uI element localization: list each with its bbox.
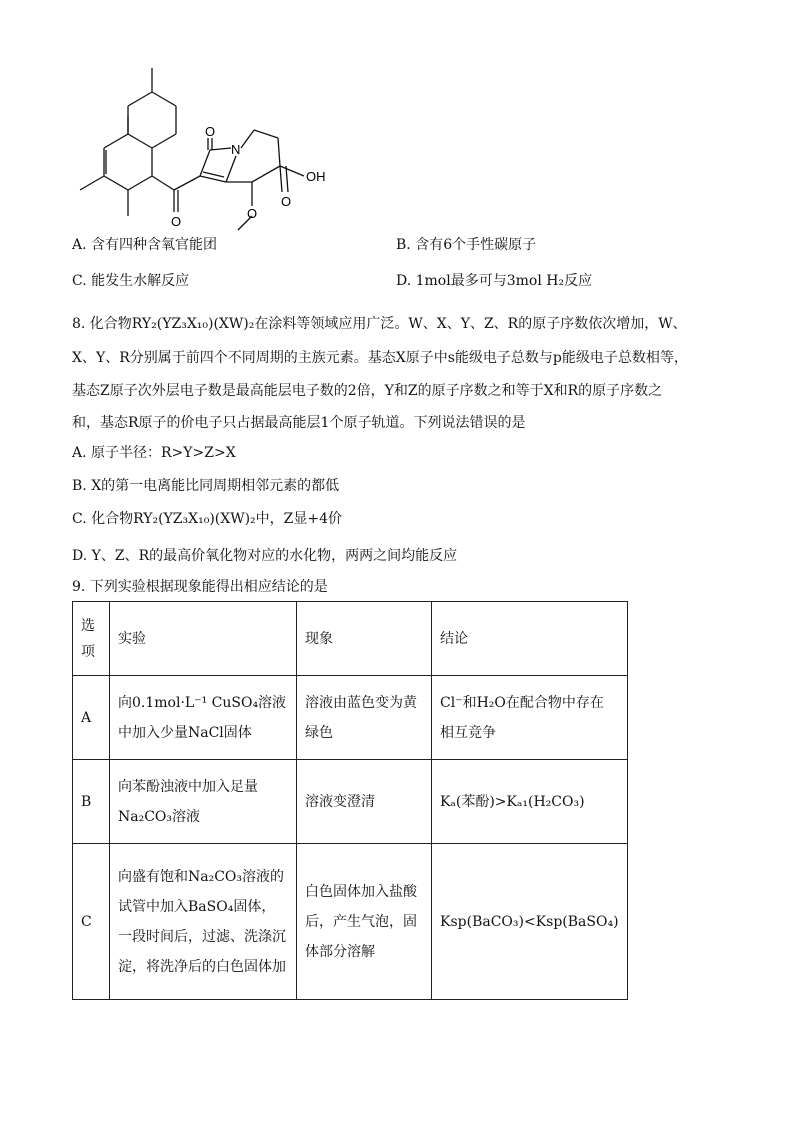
structure-label-o-methoxy: O [247,206,258,221]
row-experiment: 向盛有饱和Na₂CO₃溶液的 试管中加入BaSO₄固体， 一段时间后，过滤、洗涤沉 淀，将洗净后的白色固体加 [110,844,297,1000]
table-row [73,844,628,1000]
row-conclusion: Cl⁻和H₂O在配合物中存在 相互竞争 [432,676,628,760]
q8-option-b: B. X的第一电离能比同周期相邻元素的都低 [72,478,340,494]
header-conclusion: 结论 [432,602,628,676]
header-phenomenon: 现象 [297,602,432,676]
table-row [73,760,628,844]
q8-option-a: A. 原子半径：R>Y>Z>X [72,445,236,461]
row-option: B [73,760,110,844]
structure-label-o-acid: O [281,194,292,209]
q8-stem-line-4: 和，基态R原子的价电子只占据最高能层1个原子轨道。下列说法错误的是 [72,415,526,431]
q8-stem-line-1: 8. 化合物RY₂(YZ₃X₁₀)(XW)₂在涂料等领域应用广泛。W、X、Y、Z、R的原子序数依次增加，W、 [72,316,687,332]
row-phenomenon: 溶液由蓝色变为黄 绿色 [297,676,432,760]
experiment-table [72,601,628,1000]
q8-option-d: D. Y、Z、R的最高价氧化物对应的水化物，两两之间均能反应 [72,548,458,564]
structure-label-n: N [231,142,241,157]
row-option: A [73,676,110,760]
q8-stem-line-3: 基态Z原子次外层电子数是最高能层电子数的2倍，Y和Z的原子序数之和等于X和R的原子序数之 [72,383,663,399]
structure-label-o-carbonyl: O [171,214,182,229]
row-experiment: 向苯酚浊液中加入足量 Na₂CO₃溶液 [110,760,297,844]
row-conclusion: Kₐ(苯酚)>Kₐ₁(H₂CO₃) [432,760,628,844]
row-phenomenon: 溶液变澄清 [297,760,432,844]
q7-option-b: B. 含有6个手性碳原子 [396,237,537,253]
molecular-structure-diagram [68,58,348,238]
row-option: C [73,844,110,1000]
q7-option-c: C. 能发生水解反应 [72,273,190,289]
structure-label-oh: OH [306,169,326,184]
q8-option-c: C. 化合物RY₂(YZ₃X₁₀)(XW)₂中，Z显+4价 [72,511,343,527]
header-experiment: 实验 [110,602,297,676]
structure-label-o-ketone: O [205,124,216,139]
row-phenomenon: 白色固体加入盐酸 后，产生气泡，固 体部分溶解 [297,844,432,1000]
header-option: 选项 [73,602,110,676]
table-row [73,676,628,760]
row-experiment: 向0.1mol·L⁻¹ CuSO₄溶液 中加入少量NaCl固体 [110,676,297,760]
q8-stem-line-2: X、Y、R分别属于前四个不同周期的主族元素。基态X原子中s能级电子总数与p能级电子总数相等， [72,350,688,366]
row-conclusion: Ksp(BaCO₃)<Ksp(BaSO₄) [432,844,628,1000]
q7-option-a: A. 含有四种含氧官能团 [72,237,218,253]
table-header-row [73,602,628,676]
q7-option-d: D. 1mol最多可与3mol H₂反应 [396,273,593,289]
q9-stem: 9. 下列实验根据现象能得出相应结论的是 [72,579,328,595]
